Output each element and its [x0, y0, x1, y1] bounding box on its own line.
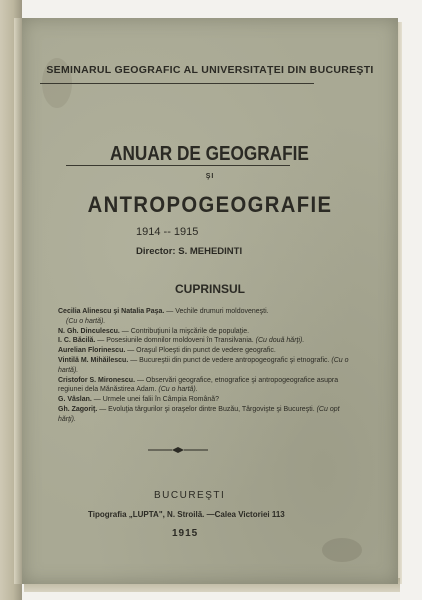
toc-author: I. C. Băcilă.: [58, 337, 96, 345]
contents-heading: CUPRINSUL: [174, 282, 245, 296]
volume-years: 1914 -- 1915: [136, 226, 199, 238]
toc-note-text: (Cu o hartă).: [158, 386, 198, 394]
imprint-city: BUCUREŞTI: [154, 490, 226, 501]
toc-entry: [58, 307, 358, 317]
toc-entry: [58, 336, 358, 346]
toc-entry: [58, 346, 358, 356]
toc-note-text: (Cu opt hărţi).: [58, 405, 340, 423]
toc-author: G. Vâslan.: [58, 396, 92, 404]
toc-title: — Posesiunile domnilor moldoveni în Transilvania.: [95, 337, 254, 345]
title-rule: [66, 165, 290, 166]
toc-note-text: (Cu o hartă).: [58, 356, 349, 374]
header-rule: [40, 83, 314, 84]
director-line: [136, 246, 242, 257]
toc-author: N. Gh. Dinculescu.: [58, 327, 120, 335]
toc-entry: [58, 376, 358, 396]
director-name: S. MEHEDINTI: [178, 246, 243, 257]
toc-title: — Oraşul Ploeşti din punct de vedere geografic.: [125, 347, 276, 355]
toc-author: Aurelian Florinescu.: [58, 347, 126, 355]
ornament-divider: [148, 446, 208, 454]
toc-note-text: (Cu o hartă).: [66, 317, 106, 325]
toc-author: Vintilă M. Mihăilescu.: [58, 356, 129, 364]
table-of-contents: [58, 307, 358, 425]
toc-entry: [58, 356, 358, 376]
toc-entry: [58, 395, 358, 405]
imprint-year: 1915: [172, 528, 199, 539]
toc-author: Gh. Zagoriţ.: [58, 405, 98, 413]
title-line-1: ANUAR DE GEOGRAFIE: [110, 143, 309, 165]
toc-note-text: (Cu două hărţi).: [255, 337, 305, 345]
title-conjunction: ŞI: [205, 173, 215, 180]
toc-title: — Bucureştii din punct de vedere antropogeografic şi etnografic.: [128, 356, 330, 364]
toc-title: — Observări geografice, etnografice şi antropogeografice asupra regiunei dela Mănăstirea Adam.: [58, 376, 339, 394]
toc-author: Cecilia Alinescu şi Natalia Paşa.: [58, 308, 165, 315]
toc-note: [58, 317, 358, 327]
toc-title: — Urmele unei falii în Câmpia Română?: [91, 396, 220, 404]
title-line-2: ANTROPOGEOGRAFIE: [87, 192, 333, 217]
book-spine-edge: [14, 18, 22, 584]
imprint-printer: Tipografia „LUPTA", N. Stroilă. —Calea Victoriei 113: [88, 510, 285, 519]
director-label: Director:: [136, 246, 176, 257]
toc-entry: [58, 327, 358, 337]
institution-header: SEMINARUL GEOGRAFIC AL UNIVERSITAŢEI DIN BUCUREŞTI: [46, 64, 374, 76]
toc-entry: [58, 405, 358, 425]
toc-title: — Evoluţia târgurilor şi oraşelor dintre Buzău, Târgovişte şi Bucureşti.: [97, 405, 315, 413]
toc-title: — Contribuţiuni la mişcările de populaţie.: [119, 327, 250, 335]
toc-title: — Vechile drumuri moldoveneşti.: [164, 308, 269, 315]
paper-stain: [322, 538, 362, 562]
toc-author: Cristofor S. Mironescu.: [58, 376, 136, 384]
